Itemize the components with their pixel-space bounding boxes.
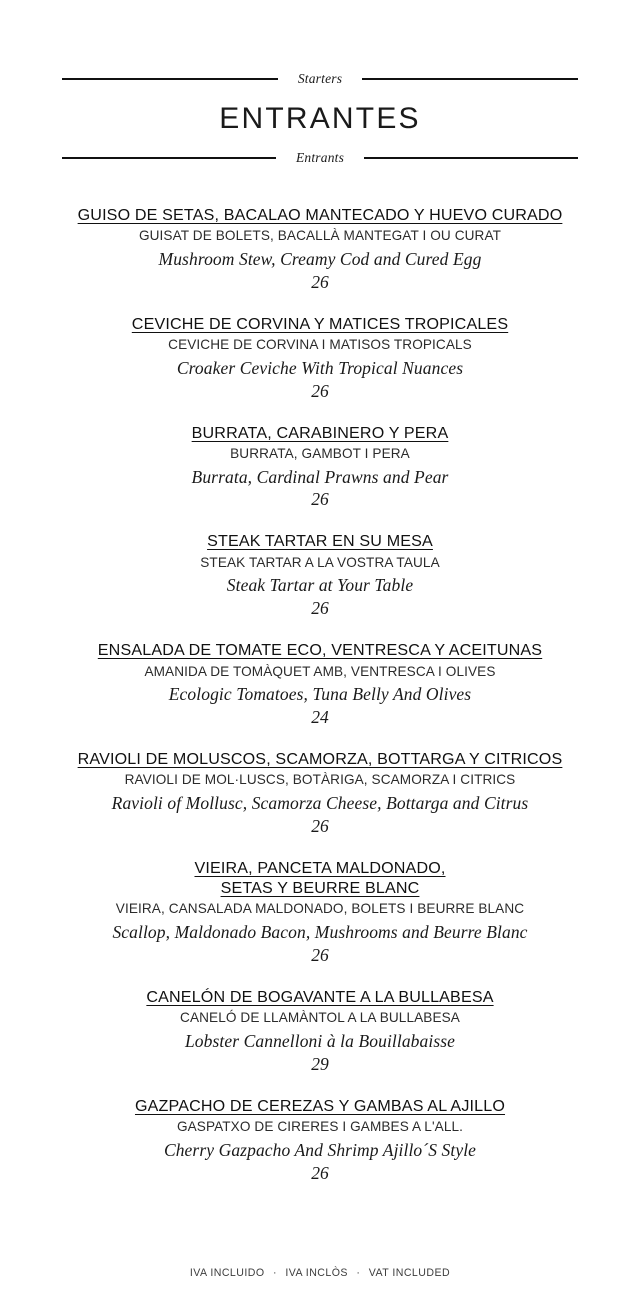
menu-item-title-line: BURRATA, CARABINERO Y PERA (191, 423, 449, 442)
menu-item-list (0, 205, 640, 1184)
divider-line-left (62, 157, 276, 159)
page-title: ENTRANTES (219, 102, 421, 135)
menu-item-subtitle: BURRATA, GAMBOT I PERA (230, 445, 410, 461)
tax-note-separator-2: · (356, 1267, 361, 1280)
menu-item-title-line: VIEIRA, PANCETA MALDONADO, (194, 858, 446, 877)
header-rule-bottom (62, 149, 578, 167)
menu-item-price: 24 (311, 707, 329, 728)
menu-item-description: Mushroom Stew, Creamy Cod and Cured Egg (158, 248, 482, 269)
menu-item-title-line: CANELÓN DE BOGAVANTE A LA BULLABESA (146, 987, 494, 1006)
tax-note-catalan: IVA INCLÒS (285, 1267, 348, 1280)
menu-item (26, 858, 614, 966)
menu-item-price: 26 (311, 598, 329, 619)
menu-item-subtitle: GASPATXO DE CIRERES I GAMBES A L'ALL. (176, 1119, 464, 1135)
tax-note-spanish: IVA INCLUIDO (189, 1267, 265, 1280)
menu-item-subtitle: GUISAT DE BOLETS, BACALLÀ MANTEGAT I OU CURAT (138, 228, 502, 244)
menu-item (26, 531, 614, 619)
menu-item-description: Ravioli of Mollusc, Scamorza Cheese, Bottarga and Citrus (111, 793, 529, 813)
section-label-english: Starters (297, 71, 343, 87)
menu-item (26, 314, 614, 402)
menu-item-title (26, 423, 614, 443)
menu-item-subtitle: CEVICHE DE CORVINA I MATISOS TROPICALS (168, 337, 472, 353)
header-rule-top (62, 70, 578, 88)
tax-note (0, 1268, 640, 1279)
menu-item-price: 29 (311, 1053, 329, 1074)
menu-item-title (26, 987, 614, 1007)
menu-item-title-line: CEVICHE DE CORVINA Y MATICES TROPICALES (131, 314, 509, 333)
menu-item-price: 26 (311, 815, 329, 836)
menu-item (26, 749, 614, 837)
tax-note-separator-1: · (272, 1267, 277, 1280)
menu-item-title (26, 749, 614, 769)
menu-item-title (26, 858, 614, 899)
menu-item (26, 987, 614, 1075)
menu-item-title-line: GAZPACHO DE CEREZAS Y GAMBAS AL AJILLO (134, 1096, 506, 1115)
menu-item-title (26, 640, 614, 660)
menu-item-description: Scallop, Maldonado Bacon, Mushrooms and Beurre Blanc (112, 922, 528, 943)
menu-item-title-line: RAVIOLI DE MOLUSCOS, SCAMORZA, BOTTARGA Y CITRICOS (77, 750, 563, 769)
menu-item-title (26, 531, 614, 551)
menu-item-title-line: ENSALADA DE TOMATE ECO, VENTRESCA Y ACEITUNAS (97, 641, 543, 660)
divider-line-right (364, 157, 578, 159)
page-footer (0, 1268, 640, 1279)
tax-note-english: VAT INCLUDED (368, 1267, 451, 1280)
menu-item (26, 640, 614, 728)
menu-item (26, 205, 614, 293)
menu-item-price: 26 (311, 489, 329, 510)
menu-item-description: Cherry Gazpacho And Shrimp Ajillo´S Style (163, 1139, 477, 1160)
menu-item-price: 26 (311, 944, 329, 965)
menu-item-title-line: STEAK TARTAR EN SU MESA (207, 532, 433, 551)
menu-item-price: 26 (311, 380, 329, 401)
menu-item-title-line: GUISO DE SETAS, BACALAO MANTECADO Y HUEVO CURADO (77, 206, 563, 224)
menu-item-subtitle: STEAK TARTAR A LA VOSTRA TAULA (200, 554, 440, 570)
divider-line-left (62, 78, 278, 80)
section-label-catalan: Entrants (295, 150, 345, 166)
menu-item-description: Steak Tartar at Your Table (226, 575, 414, 596)
menu-item-subtitle: AMANIDA DE TOMÀQUET AMB, VENTRESCA I OLIVES (144, 663, 496, 679)
menu-item-title (26, 1096, 614, 1116)
menu-item (26, 1096, 614, 1184)
divider-line-right (362, 78, 578, 80)
menu-item-subtitle: RAVIOLI DE MOL·LUSCS, BOTÀRIGA, SCAMORZA I CITRICS (124, 772, 516, 788)
menu-item-subtitle: VIEIRA, CANSALADA MALDONADO, BOLETS I BEURRE BLANC (115, 901, 525, 917)
menu-item (26, 423, 614, 511)
menu-item-description: Burrata, Cardinal Prawns and Pear (191, 466, 449, 487)
menu-item-title (26, 314, 614, 334)
menu-item-price: 26 (311, 271, 329, 292)
menu-item-description: Ecologic Tomatoes, Tuna Belly And Olives (168, 684, 472, 705)
menu-item-description: Lobster Cannelloni à la Bouillabaisse (184, 1030, 456, 1051)
section-header (0, 0, 640, 167)
menu-item-subtitle: CANELÓ DE LLAMÀNTOL A LA BULLABESA (180, 1010, 460, 1026)
menu-item-price: 26 (311, 1162, 329, 1183)
menu-item-description: Croaker Ceviche With Tropical Nuances (176, 357, 464, 378)
menu-item-title-line: SETAS Y BEURRE BLANC (220, 879, 420, 898)
menu-item-title (26, 205, 614, 225)
